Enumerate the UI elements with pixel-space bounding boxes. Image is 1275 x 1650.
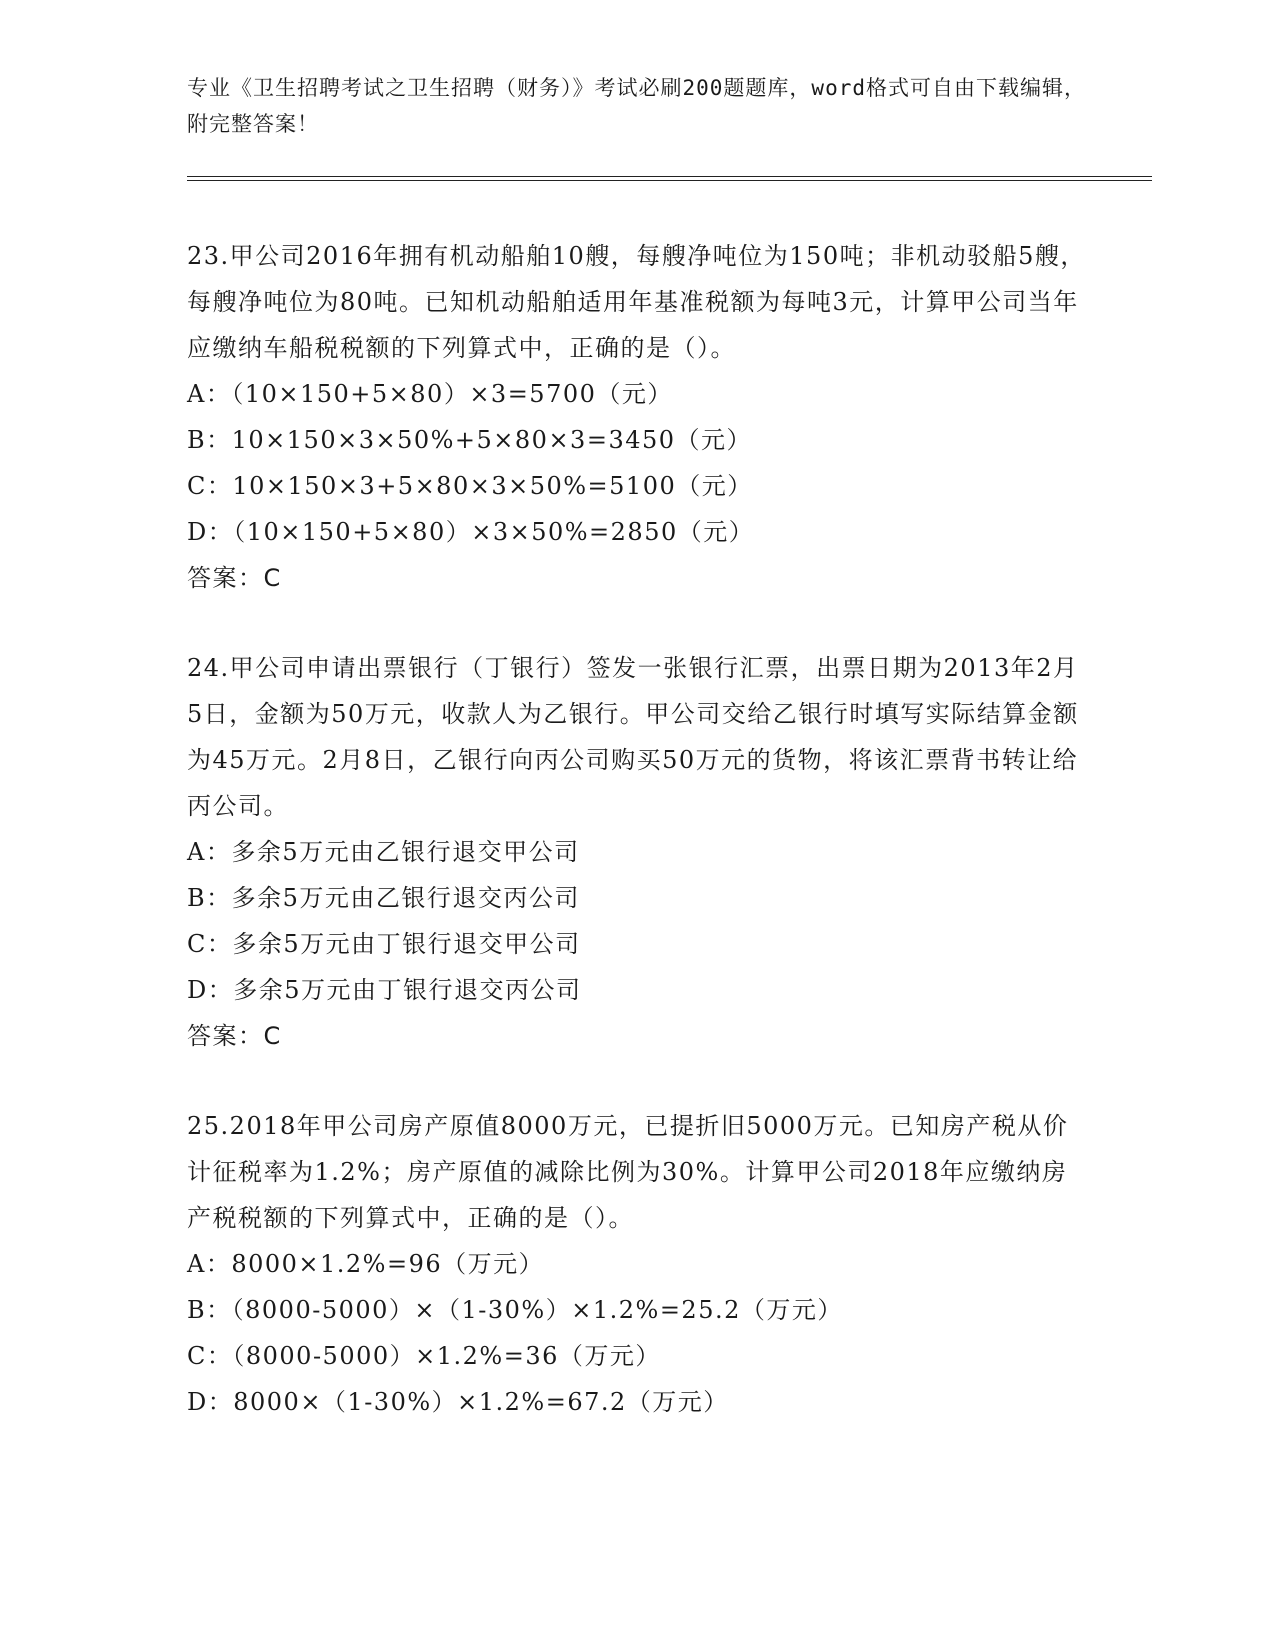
option-c: C：多余5万元由丁银行退交甲公司 <box>187 930 581 958</box>
option-b: B：（8000-5000）×（1-30%）×1.2%=25.2（万元） <box>187 1296 843 1324</box>
question-text: 23.甲公司2016年拥有机动船舶10艘，每艘净吨位为150吨；非机动驳船5艘，每艘净吨位为80吨。已知机动船舶适用年基准税额为每吨3元，计算甲公司当年应缴纳车船税税额的下列算式中，正确的是（）。 <box>187 242 1086 362</box>
option-c: C：10×150×3+5×80×3×50%=5100（元） <box>187 472 753 500</box>
option-c: C：（8000-5000）×1.2%=36（万元） <box>187 1342 661 1370</box>
question-list <box>187 233 1087 1469</box>
option-d: D：多余5万元由丁银行退交丙公司 <box>187 976 582 1004</box>
question-text: 24.甲公司申请出票银行（丁银行）签发一张银行汇票，出票日期为2013年2月5日，金额为50万元，收款人为乙银行。甲公司交给乙银行时填写实际结算金额为45万元。2月8日，乙银行向丙公司购买50万元的货物，将该汇票背书转让给丙公司。 <box>187 654 1079 820</box>
question-25 <box>187 1103 1087 1425</box>
option-d: D：8000×（1-30%）×1.2%=67.2（万元） <box>187 1388 729 1416</box>
option-a: A：8000×1.2%=96（万元） <box>187 1250 545 1278</box>
option-b: B：多余5万元由乙银行退交丙公司 <box>187 884 580 912</box>
header-divider <box>187 176 1152 181</box>
question-24 <box>187 645 1087 1059</box>
document-header: 专业《卫生招聘考试之卫生招聘（财务）》考试必刷200题题库，word格式可自由下载编辑，附完整答案！ <box>187 76 1086 136</box>
question-text: 25.2018年甲公司房产原值8000万元，已提折旧5000万元。已知房产税从价计征税率为1.2%；房产原值的减除比例为30%。计算甲公司2018年应缴纳房产税税额的下列算式中，正确的是（）。 <box>187 1112 1069 1232</box>
option-a: A：多余5万元由乙银行退交甲公司 <box>187 838 580 866</box>
option-a: A：（10×150+5×80）×3=5700（元） <box>187 380 673 408</box>
answer-label: 答案：C <box>187 1022 282 1050</box>
question-23 <box>187 233 1087 601</box>
option-b: B：10×150×3×50%+5×80×3=3450（元） <box>187 426 753 454</box>
answer-label: 答案：C <box>187 564 282 592</box>
option-d: D：（10×150+5×80）×3×50%=2850（元） <box>187 518 755 546</box>
